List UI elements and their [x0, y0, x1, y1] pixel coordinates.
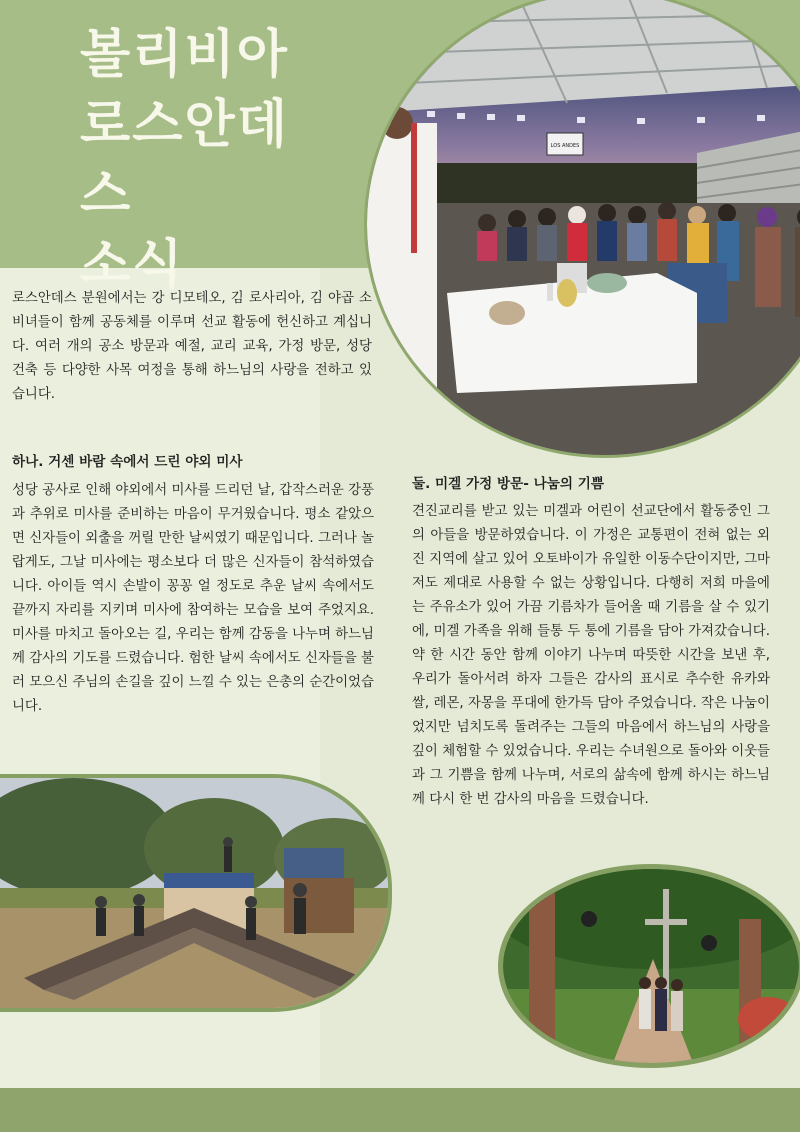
photo-sign-text: LOS ANDES	[550, 143, 580, 149]
page-title	[80, 20, 340, 300]
title-line-3: 소식	[80, 235, 185, 295]
title-line-1: 볼리비아	[80, 25, 289, 85]
intro-paragraph: 로스안데스 분원에서는 강 디모테오, 김 로사리아, 김 야곱 소비녀들이 함께 공동체를 이루며 선교 활동에 헌신하고 계십니다. 여러 개의 공소 방문과 예절, 교리 교육, 가정 방문, 성당 건축 등 다양한 사목 여정을 통해 하느님의 사랑을 전하고 있습니다.	[12, 291, 372, 402]
footer-bar	[0, 1088, 800, 1132]
construction-photo	[0, 774, 392, 1012]
section1-body: 성당 공사로 인해 야외에서 미사를 드리던 날, 갑작스러운 강풍과 추위로 미사를 준비하는 마음이 무거웠습니다. 평소 같았으면 신자들이 외출을 꺼릴 만한 날씨였기 때문입니다. 그러나 놀랍게도, 그날 미사에는 평소보다 더 많은 신자들이 참석하였습니다. 아이들 역시 손발이 꽁꽁 얼 정도로 추운 날씨 속에서도 끝까지 자리를 지키며 미사에 참여하는 모습을 보여 주었지요. 미사를 마치고 돌아오는 길, 우리는 함께 감동을 나누며 하느님께 감사의 기도를 드렸습니다. 험한 날씨 속에서도 신자들을 불러 모으신 주님의 손길을 깊이 느낄 수 있는 은총의 순간이었습니다.	[12, 483, 374, 714]
section1-heading: 하나. 거센 바람 속에서 드린 야외 미사	[12, 454, 243, 470]
section2-body: 견진교리를 받고 있는 미겔과 어린이 선교단에서 활동중인 그의 아들을 방문하였습니다. 이 가정은 교통편이 전혀 없는 외진 지역에 살고 있어 오토바이가 유일한 이동수단이지만, 그마저도 제대로 사용할 수 없는 상황입니다. 다행히 저희 마을에는 주유소가 있어 가끔 기름차가 들어올 때 기름을 살 수 있기에, 미겔 가족을 위해 들통 두 통에 기름을 담아 가져갔습니다. 약 한 시간 동안 함께 이야기 나누며 따뜻한 시간을 보낸 후, 우리가 돌아서려 하자 그들은 감사의 표시로 추수한 유카와 쌀, 레몬, 자몽을 푸대에 한가득 담아 주었습니다. 작은 나눔이었지만 넘치도록 돌려주는 그들의 마음에서 하느님의 사랑을 깊이 체험할 수 있었습니다. 우리는 수녀원으로 돌아와 이웃들과 그 기쁨을 함께 나누며, 서로의 삶속에 함께 하시는 하느님께 다시 한 번 감사의 마음을 드렸습니다.	[412, 504, 770, 807]
title-line-2: 로스안데스	[80, 95, 289, 225]
garden-photo	[498, 864, 800, 1068]
section2-heading: 둘. 미겔 가정 방문- 나눔의 기쁨	[412, 476, 605, 492]
